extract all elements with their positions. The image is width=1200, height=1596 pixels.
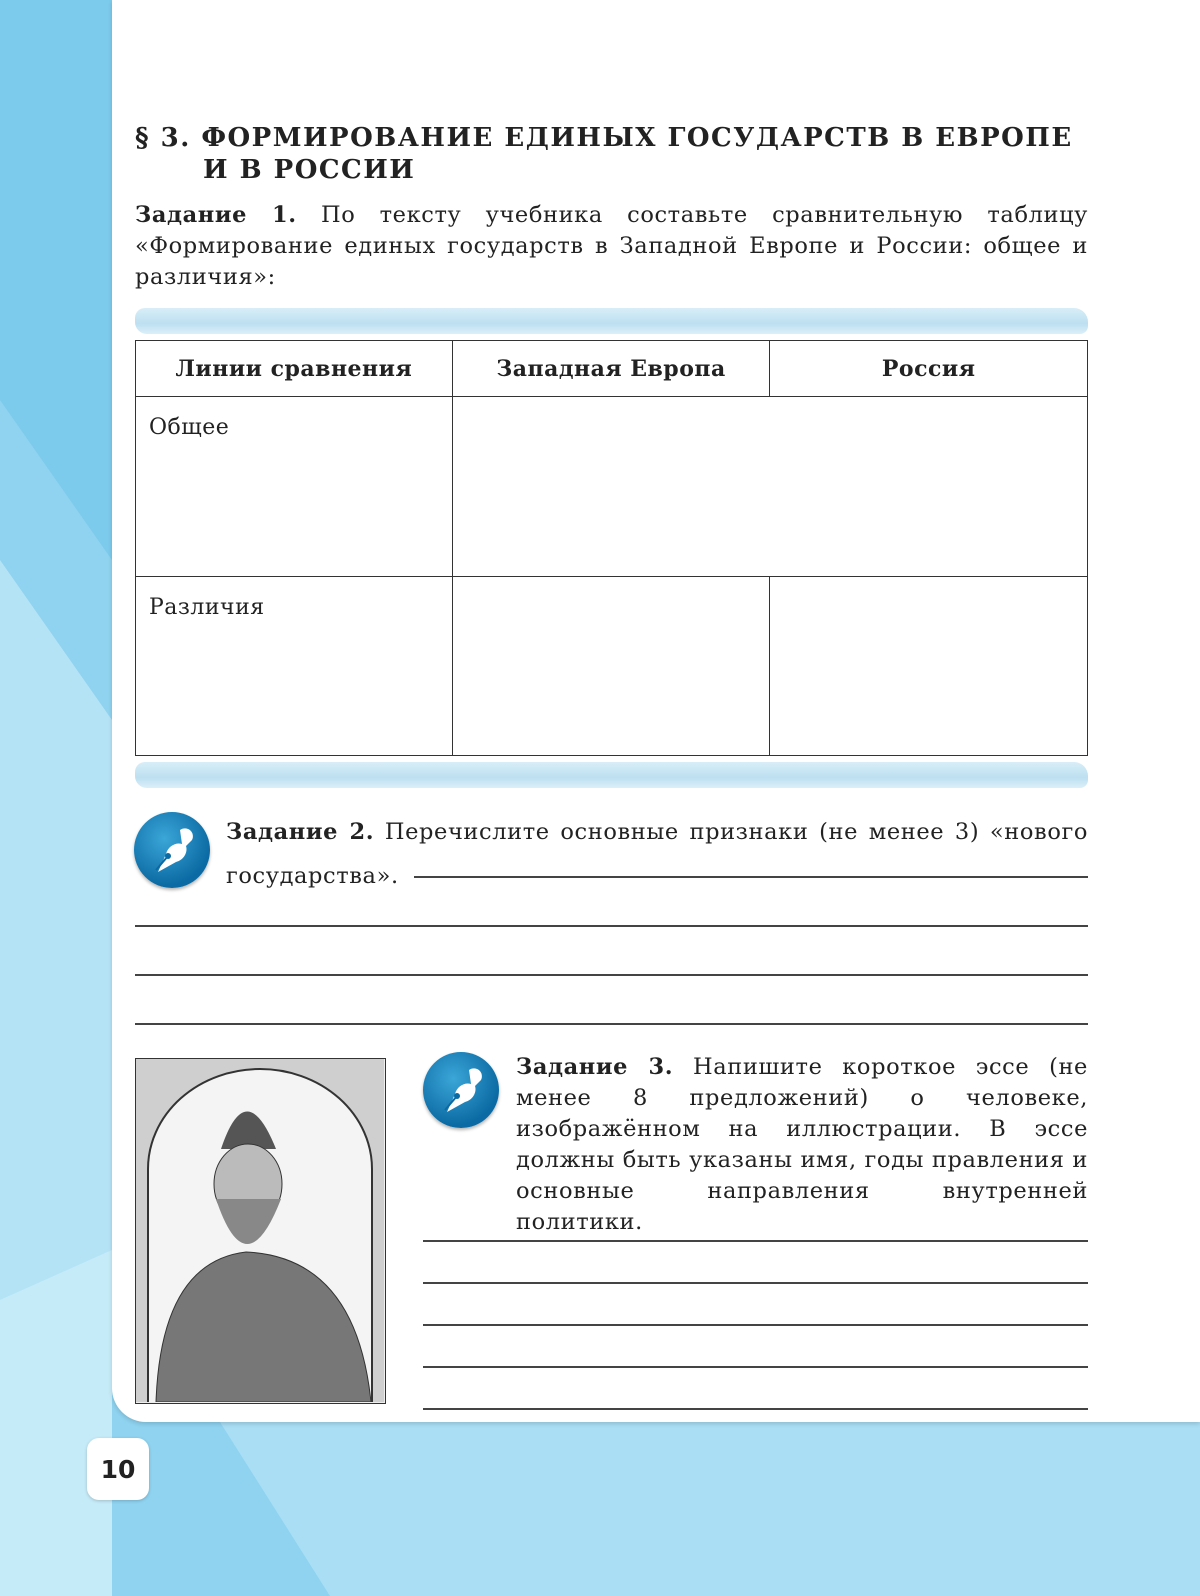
answer-line[interactable] [423,1240,1088,1242]
task3-text: Задание 3. Напишите короткое эссе (не менее 8 предложений) о человеке, изображённом на иллюстрации. В эссе должны быть указаны имя, годы правления и основные направления внутренней политики. [516,1054,1088,1235]
header-russia: Россия [770,341,1088,397]
header-western-europe: Западная Европа [452,341,770,397]
answer-line[interactable] [135,925,1088,927]
section-title: § 3. ФОРМИРОВАНИЕ ЕДИНЫХ ГОСУДАРСТВ В ЕВРОПЕ И В РОССИИ [135,123,1073,185]
answer-line[interactable] [135,974,1088,976]
task1-text: Задание 1. По тексту учебника составьте сравнительную таблицу «Формирование единых государств в Западной Европе и России: общее и различия»: [135,202,1088,290]
row-common-label: Общее [136,397,453,577]
cell-common[interactable] [452,397,1087,577]
pen-nib-icon [423,1052,499,1128]
row-differences-label: Различия [136,577,453,756]
pen-nib-icon [134,812,210,888]
cell-differences-europe[interactable] [452,577,770,756]
page-number: 10 [87,1438,149,1500]
answer-line[interactable] [423,1408,1088,1410]
header-comparison-lines: Линии сравнения [136,341,453,397]
answer-line[interactable] [135,1023,1088,1025]
portrait-illustration [135,1058,386,1404]
decorative-strip [135,308,1088,334]
answer-line[interactable] [423,1366,1088,1368]
answer-line[interactable] [414,876,1088,878]
cell-differences-russia[interactable] [770,577,1088,756]
comparison-table [135,340,1088,756]
answer-line[interactable] [423,1282,1088,1284]
decorative-strip [135,762,1088,788]
task2-text: Задание 2. Перечислите основные признаки (не менее 3) «нового государства». [226,819,1088,889]
answer-line[interactable] [423,1324,1088,1326]
